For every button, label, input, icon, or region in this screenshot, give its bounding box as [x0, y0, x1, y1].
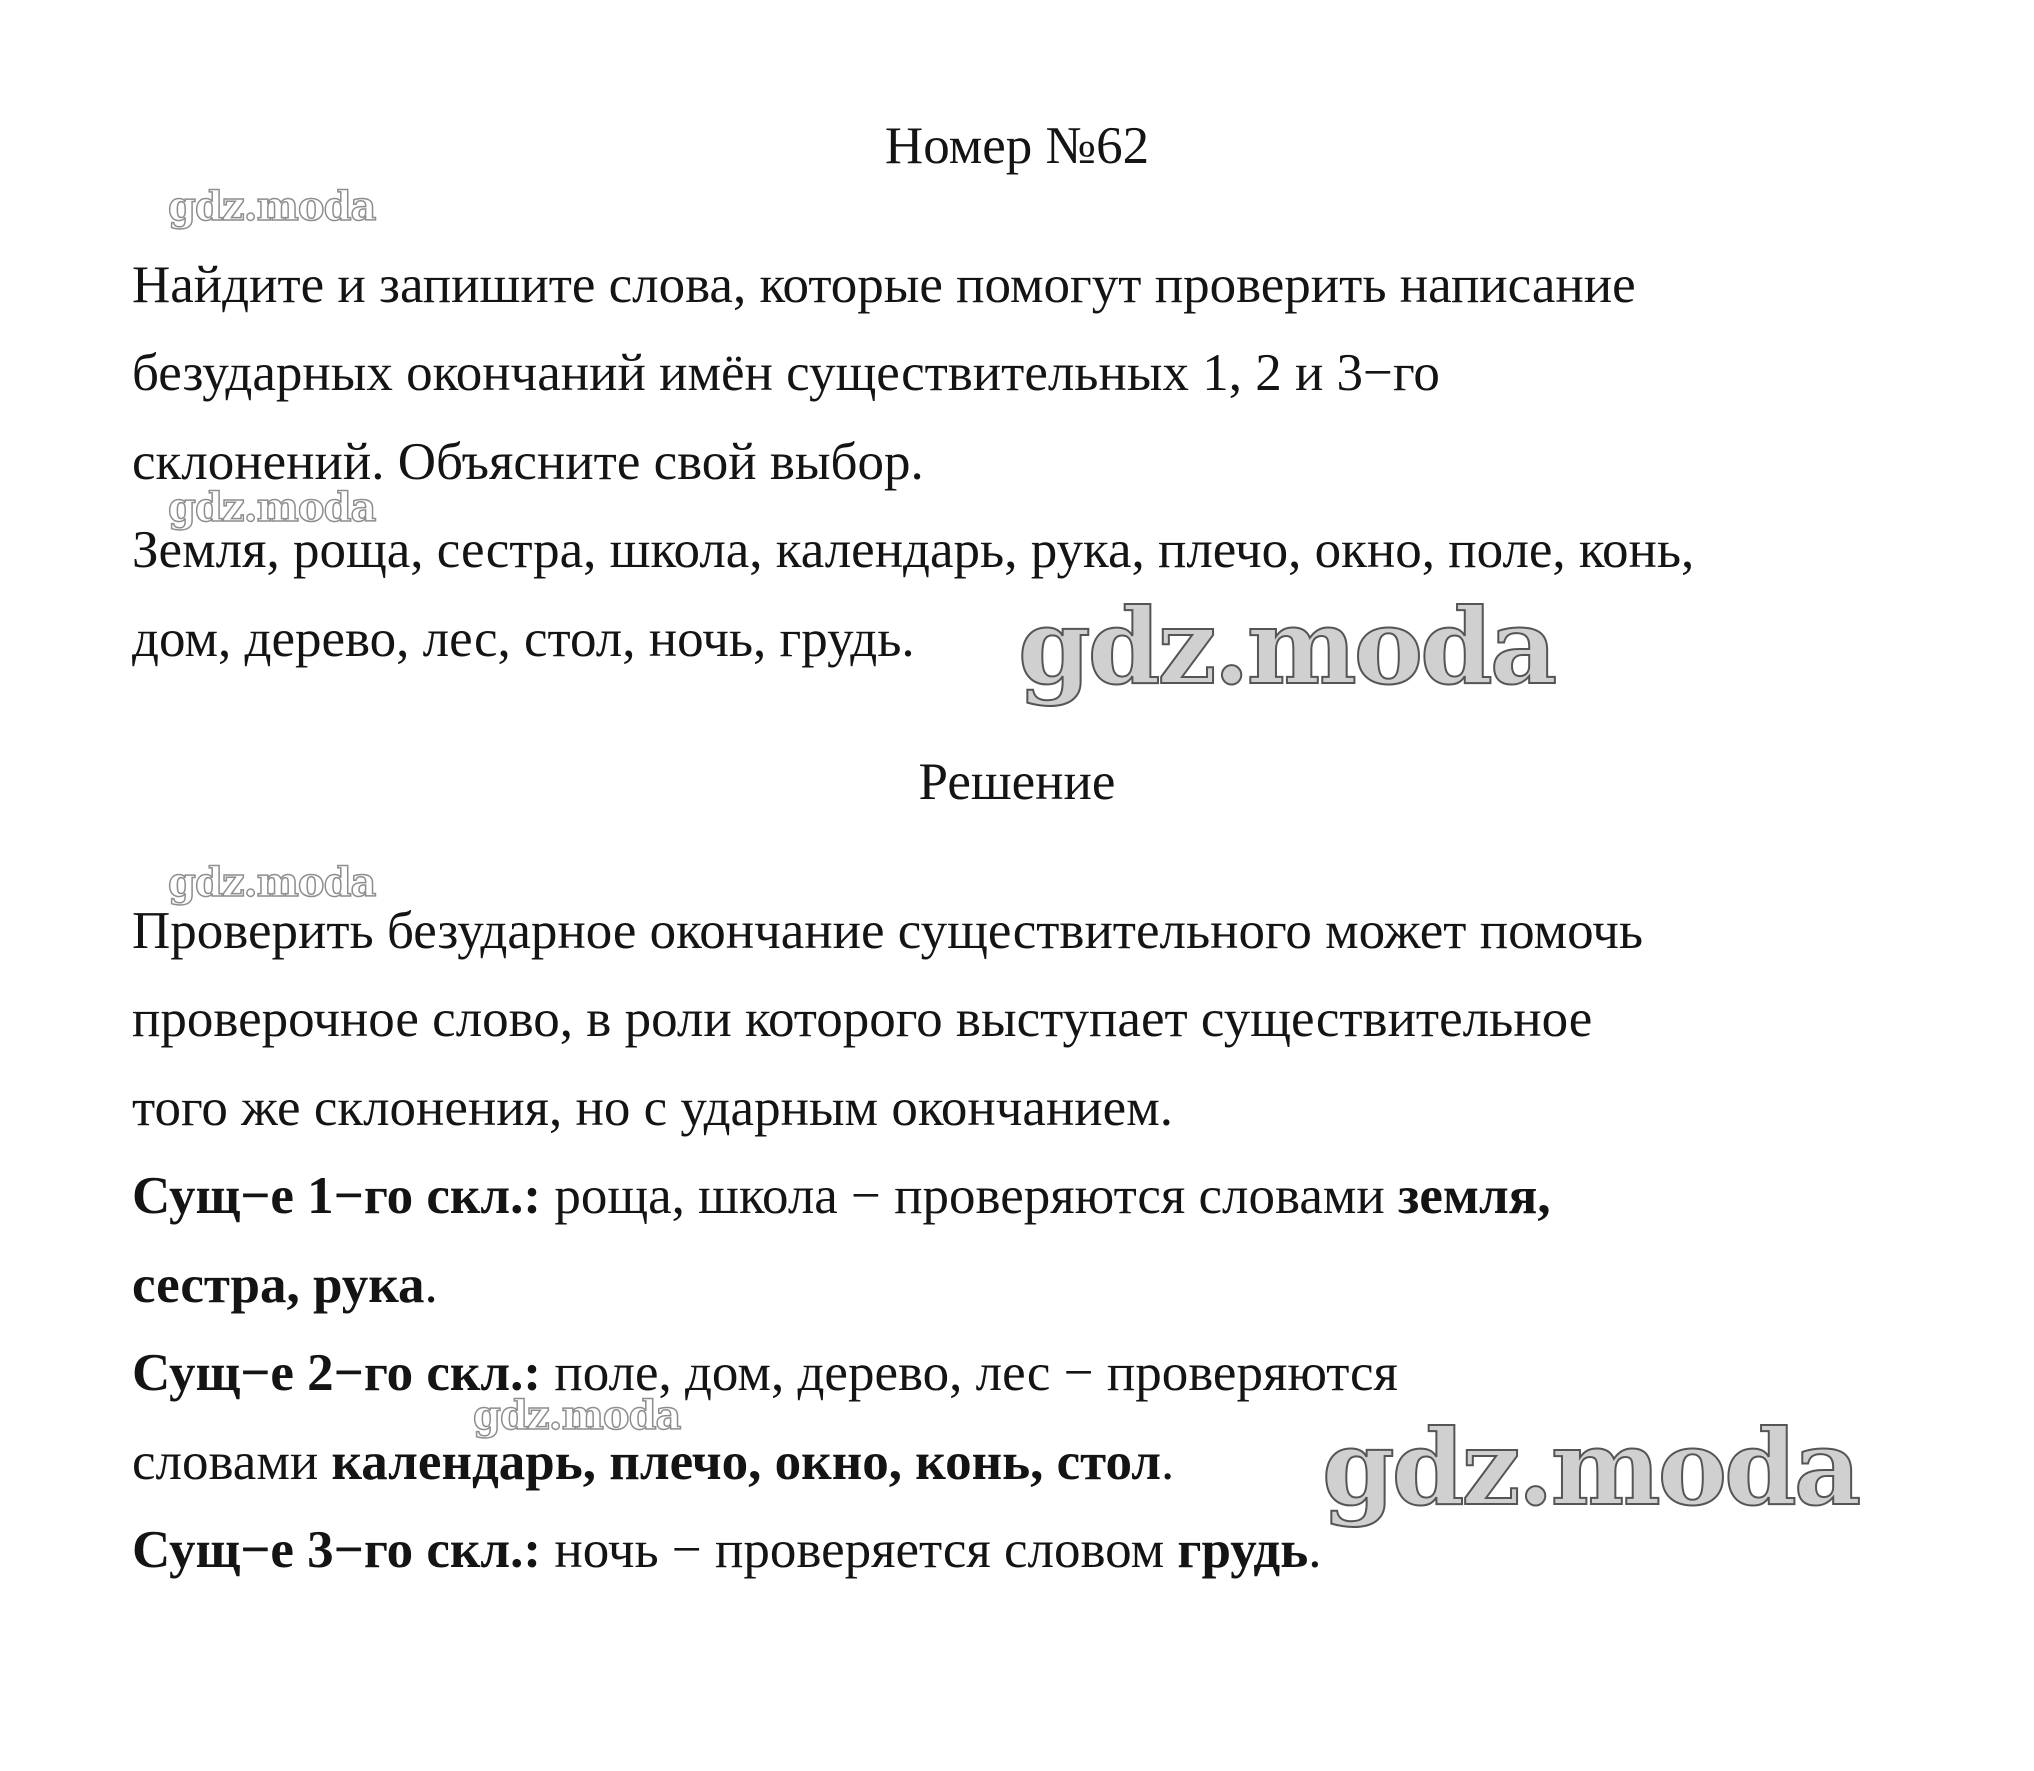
solution-intro-line-3: того же склонения, но с ударным окончанием. — [132, 1079, 1173, 1137]
decl1-text: роща, школа − проверяются словами — [541, 1167, 1399, 1225]
task-line-2: безударных окончаний имён существительных 1, 2 и 3−го — [132, 344, 1440, 402]
decl2-line-2 — [132, 1432, 1174, 1492]
decl1-label: Сущ−е 1−го скл.: — [132, 1167, 542, 1225]
task-line-4: Земля, роща, сестра, школа, календарь, рука, плечо, окно, поле, конь, — [132, 521, 1695, 579]
decl2-label: Сущ−е 2−го скл.: — [132, 1344, 542, 1402]
task-line-3: склонений. Объясните свой выбор. — [132, 433, 924, 491]
decl2-words: календарь, плечо, окно, конь, стол — [331, 1433, 1162, 1491]
decl3-line — [132, 1520, 1322, 1580]
decl1-end: . — [424, 1256, 438, 1314]
decl2-text: поле, дом, дерево, лес − проверяются — [541, 1344, 1398, 1402]
decl3-label: Сущ−е 3−го скл.: — [132, 1521, 542, 1579]
decl3-end: . — [1308, 1521, 1322, 1579]
decl2-prefix: словами — [132, 1433, 332, 1491]
decl1-words-a: земля, — [1398, 1167, 1551, 1225]
watermark-small-3: gdz.moda — [168, 859, 376, 906]
decl3-words: грудь — [1177, 1521, 1309, 1579]
task-line-5: дом, дерево, лес, стол, ночь, грудь. — [132, 610, 915, 668]
watermark-small-2: gdz.moda — [168, 484, 376, 531]
decl1-line-1 — [132, 1166, 1551, 1226]
watermark-small-4: gdz.moda — [473, 1392, 681, 1439]
solution-heading: Решение — [918, 753, 1116, 811]
solution-intro-line-1: Проверить безударное окончание существительного может помочь — [132, 902, 1644, 960]
watermark-small-1: gdz.moda — [168, 183, 376, 230]
decl2-end: . — [1161, 1433, 1175, 1491]
task-line-1: Найдите и запишите слова, которые помогут проверить написание — [132, 256, 1636, 314]
solution-intro-line-2: проверочное слово, в роли которого выступает существительное — [132, 990, 1593, 1048]
decl3-text: ночь − проверяется словом — [541, 1521, 1178, 1579]
decl2-line-1 — [132, 1343, 1398, 1403]
watermark-large-2: gdz.moda — [1322, 1406, 1859, 1529]
decl1-line-2 — [132, 1255, 438, 1315]
watermark-large-1: gdz.moda — [1018, 585, 1555, 708]
decl1-words-b: сестра, рука — [132, 1256, 425, 1314]
page-title: Номер №62 — [884, 117, 1150, 175]
